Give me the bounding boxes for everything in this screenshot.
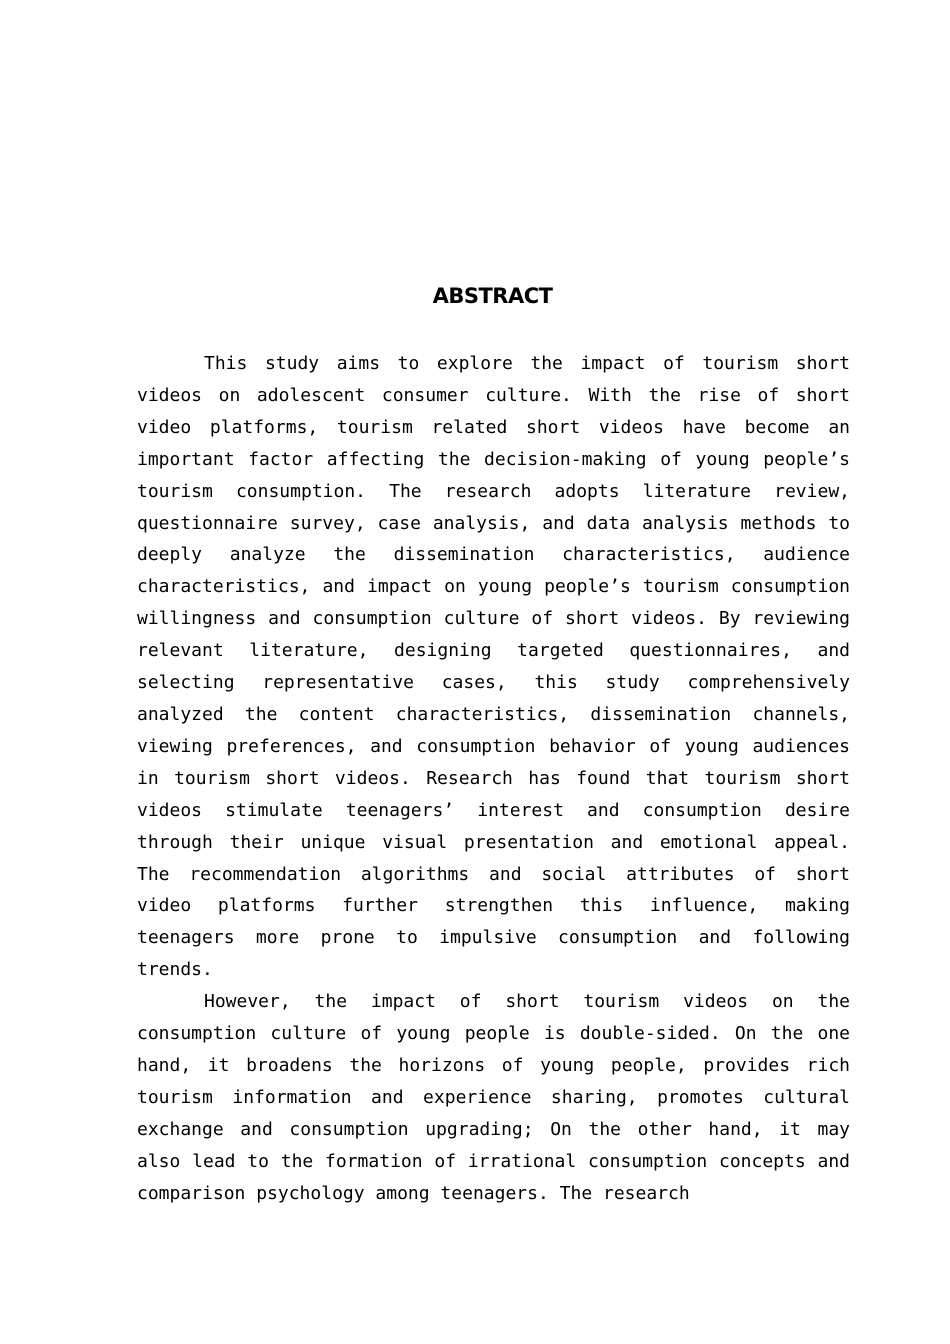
abstract-heading: ABSTRACT [432, 284, 553, 308]
abstract-paragraph-2: However, the impact of short tourism videos on the consumption culture of young people is double-sided. On the one hand, it broadens the horizons of young people, provides rich tourism information and experience sharing, promotes cultural exchange and consumption upgrading; On the other hand, it may also lead to the formation of irrational consumption concepts and comparison psychology among teenagers. The research [137, 991, 850, 1204]
abstract-body [137, 348, 850, 1209]
abstract-paragraph-1: This study aims to explore the impact of tourism short videos on adolescent consumer culture. With the rise of short video platforms, tourism related short videos have become an important factor affecting the decision-making of young people’s tourism consumption. The research adopts literature review, questionnaire survey, case analysis, and data analysis methods to deeply analyze the dissemination characteristics, audience characteristics, and impact on young people’s tourism consumption willingness and consumption culture of short videos. By reviewing relevant literature, designing targeted questionnaires, and selecting representative cases, this study comprehensively analyzed the content characteristics, dissemination channels, viewing preferences, and consumption behavior of young audiences in tourism short videos. Research has found that tourism short videos stimulate teenagers’ interest and consumption desire through their unique visual presentation and emotional appeal. The recommendation algorithms and social attributes of short video platforms further strengthen this influence, making teenagers more prone to impulsive consumption and following trends. [137, 353, 850, 981]
